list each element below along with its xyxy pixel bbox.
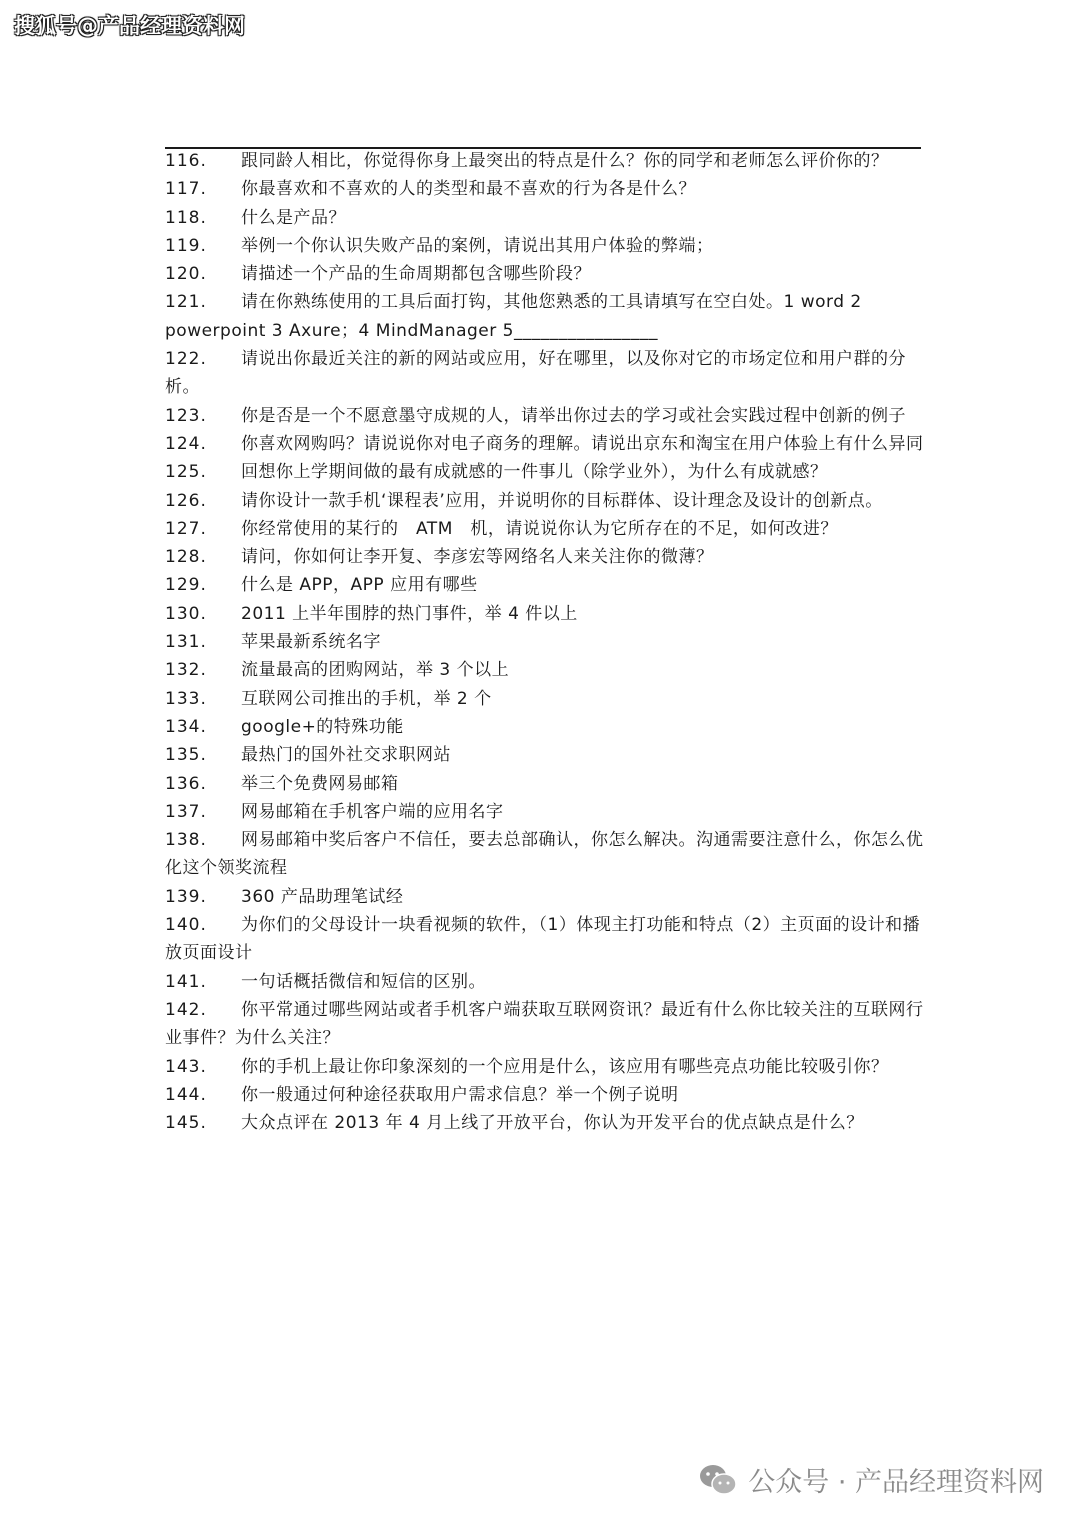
question-number: 131.: [165, 632, 207, 653]
question-text: 你最喜欢和不喜欢的人的类型和最不喜欢的行为各是什么？: [241, 179, 696, 200]
question-number: 142.: [165, 999, 207, 1020]
bottom-watermark-text: 公众号 · 产品经理资料网: [748, 1467, 1044, 1498]
question-text: 请你设计一款手机‘课程表’应用，并说明你的目标群体、设计理念及设计的创新点。: [241, 490, 883, 511]
question-item: [165, 1081, 925, 1109]
question-number: 129.: [165, 575, 207, 596]
question-item: [165, 826, 925, 883]
question-item: [165, 996, 925, 1053]
question-number: 120.: [165, 264, 207, 285]
question-number: 119.: [165, 235, 207, 256]
question-number: 136.: [165, 773, 207, 794]
question-text: 流量最高的团购网站，举 3 个以上: [241, 660, 510, 681]
question-item: [165, 600, 925, 628]
question-item: [165, 685, 925, 713]
question-number: 128.: [165, 547, 207, 568]
question-item: [165, 571, 925, 599]
question-text: 为你们的父母设计一块看视频的软件，（1）体现主打功能和特点（2）主页面的设计和播放页面设计: [165, 915, 921, 964]
question-item: [165, 288, 925, 345]
question-item: [165, 260, 925, 288]
question-number: 125.: [165, 462, 207, 483]
question-text: 你是否是一个不愿意墨守成规的人，请举出你过去的学习或社会实践过程中创新的例子: [241, 405, 906, 426]
question-number: 134.: [165, 716, 207, 737]
question-number: 144.: [165, 1084, 207, 1105]
question-text: 网易邮箱中奖后客户不信任，要去总部确认，你怎么解决。沟通需要注意什么，你怎么优化这个领奖流程: [165, 830, 924, 879]
question-item: [165, 798, 925, 826]
question-text: 360 产品助理笔试经: [241, 886, 404, 907]
question-text: 最热门的国外社交求职网站: [241, 745, 451, 766]
question-text: 跟同龄人相比，你觉得你身上最突出的特点是什么？你的同学和老师怎么评价你的？: [241, 151, 889, 171]
top-watermark: 搜狐号@产品经理资料网: [14, 14, 245, 38]
question-number: 127.: [165, 518, 207, 539]
question-text: 什么是产品？: [241, 207, 346, 228]
question-text: 举三个免费网易邮箱: [241, 773, 399, 794]
question-item: [165, 968, 925, 996]
question-text: 互联网公司推出的手机，举 2 个: [241, 688, 492, 709]
question-item: [165, 911, 925, 968]
question-text: 你的手机上最让你印象深刻的一个应用是什么，该应用有哪些亮点功能比较吸引你？: [241, 1056, 889, 1077]
question-number: 121.: [165, 292, 207, 313]
question-number: 130.: [165, 603, 207, 624]
question-item: [165, 1053, 925, 1081]
question-text: 回想你上学期间做的最有成就感的一件事儿（除学业外），为什么有成就感？: [241, 462, 828, 483]
wechat-icon: [698, 1463, 738, 1497]
question-item: [165, 487, 925, 515]
question-item: [165, 713, 925, 741]
question-number: 117.: [165, 179, 207, 200]
question-text: 网易邮箱在手机客户端的应用名字: [241, 801, 504, 822]
question-number: 138.: [165, 830, 207, 851]
question-number: 137.: [165, 801, 207, 822]
bottom-watermark: [698, 1460, 1044, 1499]
question-number: 124.: [165, 433, 207, 454]
question-number: 135.: [165, 745, 207, 766]
question-item: [165, 402, 925, 430]
question-text: 2011 上半年围脖的热门事件，举 4 件以上: [241, 603, 578, 624]
question-item: [165, 232, 925, 260]
question-item: [165, 1109, 925, 1137]
question-item: [165, 883, 925, 911]
question-number: 123.: [165, 405, 207, 426]
question-text: 一句话概括微信和短信的区别。: [241, 971, 486, 992]
question-number: 143.: [165, 1056, 207, 1077]
question-number: 116.: [165, 151, 207, 171]
question-text: 大众点评在 2013 年 4 月上线了开放平台，你认为开发平台的优点缺点是什么？: [241, 1113, 864, 1134]
question-list: [165, 147, 925, 1137]
question-item: [165, 515, 925, 543]
question-item: [165, 770, 925, 798]
question-item: [165, 656, 925, 684]
question-number: 118.: [165, 207, 207, 228]
question-item: [165, 345, 925, 402]
question-item: [165, 204, 925, 232]
question-number: 133.: [165, 688, 207, 709]
question-item: [165, 543, 925, 571]
question-number: 145.: [165, 1113, 207, 1134]
question-number: 139.: [165, 886, 207, 907]
question-number: 122.: [165, 349, 207, 370]
question-text: google+的特殊功能: [241, 716, 404, 737]
question-text: 你喜欢网购吗？请说说你对电子商务的理解。请说出京东和淘宝在用户体验上有什么异同: [241, 433, 924, 454]
question-number: 140.: [165, 915, 207, 936]
question-text: 请描述一个产品的生命周期都包含哪些阶段？: [241, 264, 591, 285]
question-item: [165, 175, 925, 203]
question-item: [165, 458, 925, 486]
question-text: 你一般通过何种途径获取用户需求信息？举一个例子说明: [241, 1084, 679, 1105]
question-text: 请问，你如何让李开复、李彦宏等网络名人来关注你的微薄？: [241, 547, 714, 568]
question-text: 你经常使用的某行的 ATM 机，请说说你认为它所存在的不足，如何改进？: [241, 518, 838, 539]
question-text: 什么是 APP，APP 应用有哪些: [241, 575, 478, 596]
question-text: 请在你熟练使用的工具后面打钩，其他您熟悉的工具请填写在空白处。1 word 2 powerpoint 3 Axure；4 MindManager 5________________: [165, 292, 862, 341]
question-number: 126.: [165, 490, 207, 511]
question-item: [165, 430, 925, 458]
question-item: [165, 741, 925, 769]
question-text: 苹果最新系统名字: [241, 632, 381, 653]
question-number: 132.: [165, 660, 207, 681]
question-text: 你平常通过哪些网站或者手机客户端获取互联网资讯？最近有什么你比较关注的互联网行业事件？为什么关注？: [165, 999, 924, 1049]
question-text: 请说出你最近关注的新的网站或应用，好在哪里，以及你对它的市场定位和用户群的分析。: [165, 349, 906, 398]
question-number: 141.: [165, 971, 207, 992]
question-text: 举例一个你认识失败产品的案例，请说出其用户体验的弊端；: [241, 235, 714, 256]
question-item: [165, 147, 925, 175]
question-item: [165, 628, 925, 656]
